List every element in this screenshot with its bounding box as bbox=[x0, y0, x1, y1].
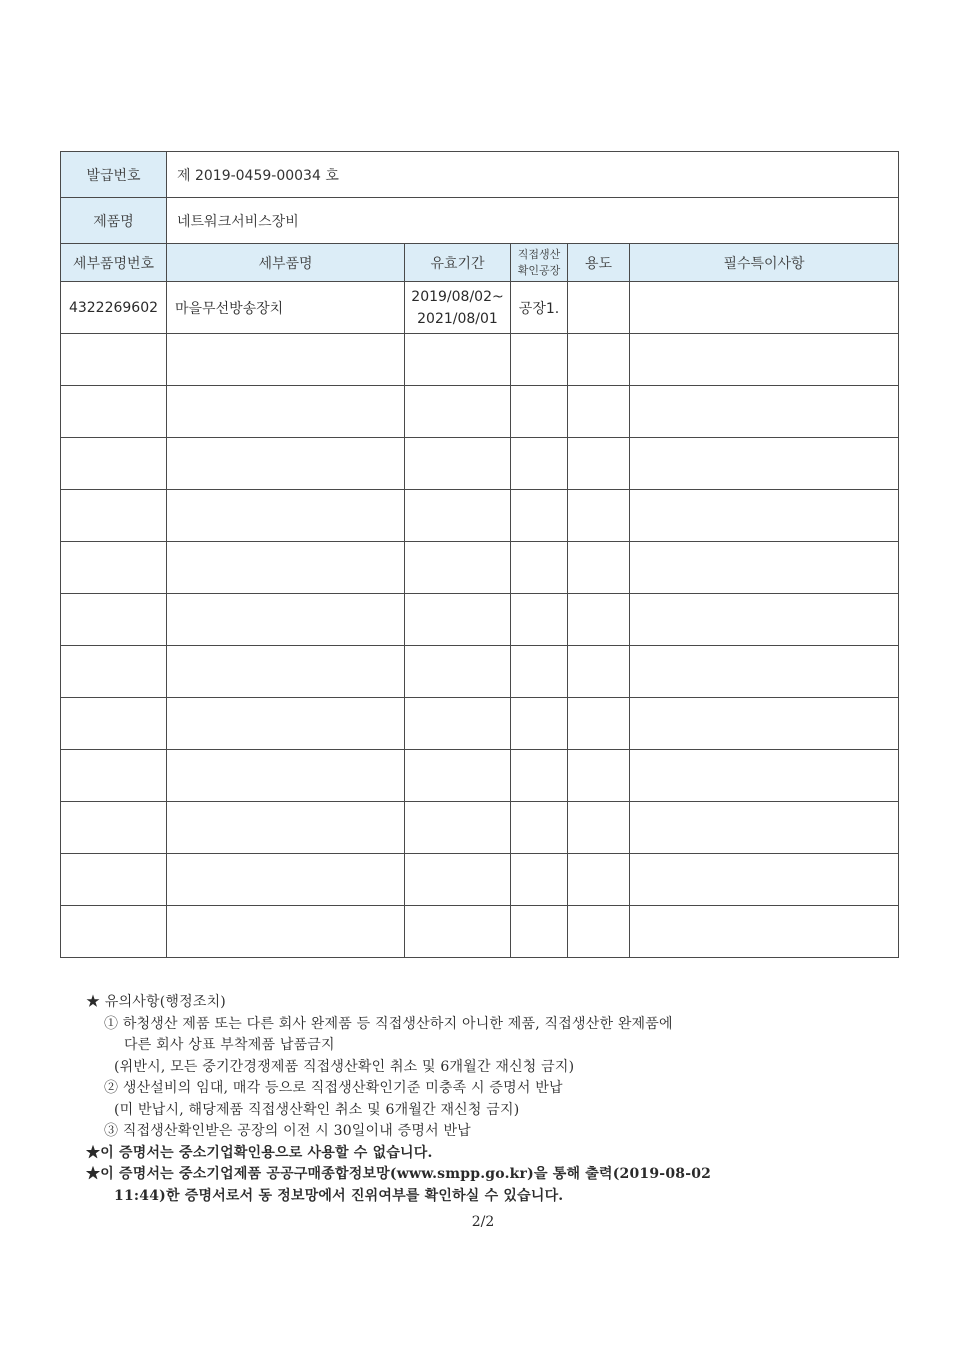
empty-row bbox=[61, 386, 899, 438]
empty-row bbox=[61, 802, 899, 854]
row-detail-name: 마을무선방송장치 bbox=[167, 282, 405, 334]
empty-row bbox=[61, 906, 899, 958]
empty-row bbox=[61, 854, 899, 906]
header-notes: 필수특이사항 bbox=[630, 244, 899, 282]
row-detail-number: 4322269602 bbox=[61, 282, 167, 334]
empty-row bbox=[61, 542, 899, 594]
notes-heading: ★ 유의사항(행정조치) bbox=[86, 994, 226, 1010]
product-name-row bbox=[61, 198, 899, 244]
notice-not-for-sme: ★이 증명서는 중소기업확인용으로 사용할 수 없습니다. bbox=[86, 1144, 433, 1161]
empty-row bbox=[61, 646, 899, 698]
header-validity: 유효기간 bbox=[405, 244, 511, 282]
issue-number-row bbox=[61, 152, 899, 198]
header-detail-number: 세부품명번호 bbox=[61, 244, 167, 282]
header-usage: 용도 bbox=[568, 244, 630, 282]
certificate-table bbox=[60, 151, 899, 958]
row-validity bbox=[405, 282, 511, 334]
column-header-row bbox=[61, 244, 899, 282]
empty-row bbox=[61, 594, 899, 646]
empty-row bbox=[61, 334, 899, 386]
notice-source-line-2: 11:44)한 증명서로서 동 정보망에서 진위여부를 확인하실 수 있습니다. bbox=[114, 1187, 564, 1204]
product-name-label: 제품명 bbox=[61, 198, 167, 244]
header-factory-line2: 확인공장 bbox=[517, 263, 561, 277]
issue-number-value: 제 2019-0459-00034 호 bbox=[167, 152, 899, 198]
note-item-1-line-2: 다른 회사 상표 부착제품 납품금지 bbox=[124, 1037, 335, 1053]
row-notes bbox=[630, 282, 899, 334]
empty-row bbox=[61, 438, 899, 490]
empty-row bbox=[61, 750, 899, 802]
notes-section bbox=[86, 992, 886, 1207]
table-row bbox=[61, 282, 899, 334]
note-item-1-line-1: ① 하청생산 제품 또는 다른 회사 완제품 등 직접생산하지 아니한 제품, 직접생산한 완제품에 bbox=[104, 1015, 673, 1032]
header-factory bbox=[511, 244, 568, 282]
product-name-value: 네트워크서비스장비 bbox=[167, 198, 899, 244]
note-item-1-line-3: (위반시, 모든 중기간경쟁제품 직접생산확인 취소 및 6개월간 재신청 금지) bbox=[114, 1058, 575, 1075]
header-detail-name: 세부품명 bbox=[167, 244, 405, 282]
issue-number-label: 발급번호 bbox=[61, 152, 167, 198]
row-validity-to: 2021/08/01 bbox=[417, 310, 498, 327]
page-number: 2/2 bbox=[471, 1214, 495, 1230]
note-item-2-line-1: ② 생산설비의 임대, 매각 등으로 직접생산확인기준 미충족 시 증명서 반납 bbox=[104, 1080, 563, 1096]
row-usage bbox=[568, 282, 630, 334]
row-factory: 공장1. bbox=[511, 282, 568, 334]
notice-source-line-1: ★이 증명서는 중소기업제품 공공구매종합정보망(www.smpp.go.kr)을 통해 출력(2019-08-02 bbox=[86, 1166, 712, 1182]
note-item-3-line-1: ③ 직접생산확인받은 공장의 이전 시 30일이내 증명서 반납 bbox=[104, 1123, 471, 1139]
header-factory-line1: 직접생산 bbox=[517, 247, 561, 261]
note-item-2-line-2: (미 반납시, 해당제품 직접생산확인 취소 및 6개월간 재신청 금지) bbox=[114, 1101, 520, 1118]
empty-row bbox=[61, 698, 899, 750]
row-validity-from: 2019/08/02~ bbox=[411, 288, 504, 305]
empty-row bbox=[61, 490, 899, 542]
